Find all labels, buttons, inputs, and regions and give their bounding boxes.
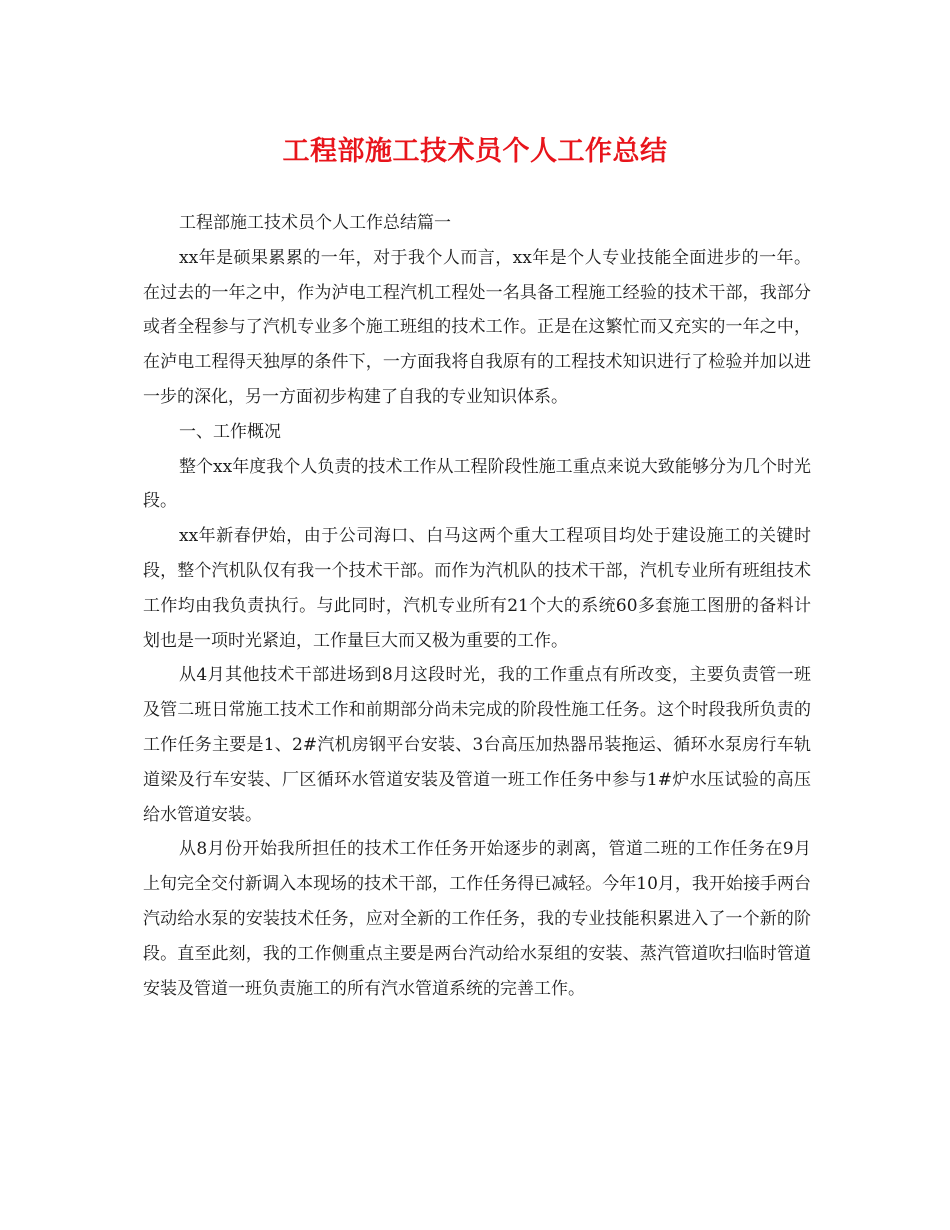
section-subtitle: 工程部施工技术员个人工作总结篇一 [179, 213, 451, 233]
section-heading-overview: 一、工作概况 [179, 421, 281, 442]
document-body [143, 206, 811, 1006]
paragraph-overview: 整个xx年度我个人负责的技术工作从工程阶段性施工重点来说大致能够分为几个时光段。 [143, 456, 811, 512]
paragraph-april-august: 从4月其他技术干部进场到8月这段时光，我的工作重点有所改变，主要负责管一班及管二班日常施工技术工作和前期部分尚未完成的阶段性施工任务。这个时段我所负责的工作任务主要是1、2#汽机房钢平台安装、3台高压加热器吊装拖运、循环水泵房行车轨道梁及行车安装、厂区循环水管道安装及管道一班工作任务中参与1#炉水压试验的高压给水管道安装。 [143, 665, 811, 825]
paragraph-august-onward: 从8月份开始我所担任的技术工作任务开始逐步的剥离，管道二班的工作任务在9月上旬完全交付新调入本现场的技术干部，工作任务得已减轻。今年10月，我开始接手两台汽动给水泵的安装技术任务，应对全新的工作任务，我的专业技能积累进入了一个新的阶段。直至此刻，我的工作侧重点主要是两台汽动给水泵组的安装、蒸汽管道吹扫临时管道安装及管道一班负责施工的所有汽水管道系统的完善工作。 [143, 839, 811, 999]
paragraph-intro: xx年是硕果累累的一年，对于我个人而言，xx年是个人专业技能全面进步的一年。在过去的一年之中，作为泸电工程汽机工程处一名具备工程施工经验的技术干部，我部分或者全程参与了汽机专业多个施工班组的技术工作。正是在这繁忙而又充实的一年之中，在泸电工程得天独厚的条件下，一方面我将自我原有的工程技术知识进行了检验并加以进一步的深化，另一方面初步构建了自我的专业知识体系。 [143, 247, 811, 407]
document-title: 工程部施工技术员个人工作总结 [282, 136, 668, 167]
paragraph-new-year: xx年新春伊始，由于公司海口、白马这两个重大工程项目均处于建设施工的关键时段，整个汽机队仅有我一个技术干部。而作为汽机队的技术干部，汽机专业所有班组技术工作均由我负责执行。与此同时，汽机专业所有21个大的系统60多套施工图册的备料计划也是一项时光紧迫，工作量巨大而又极为重要的工作。 [143, 526, 811, 651]
